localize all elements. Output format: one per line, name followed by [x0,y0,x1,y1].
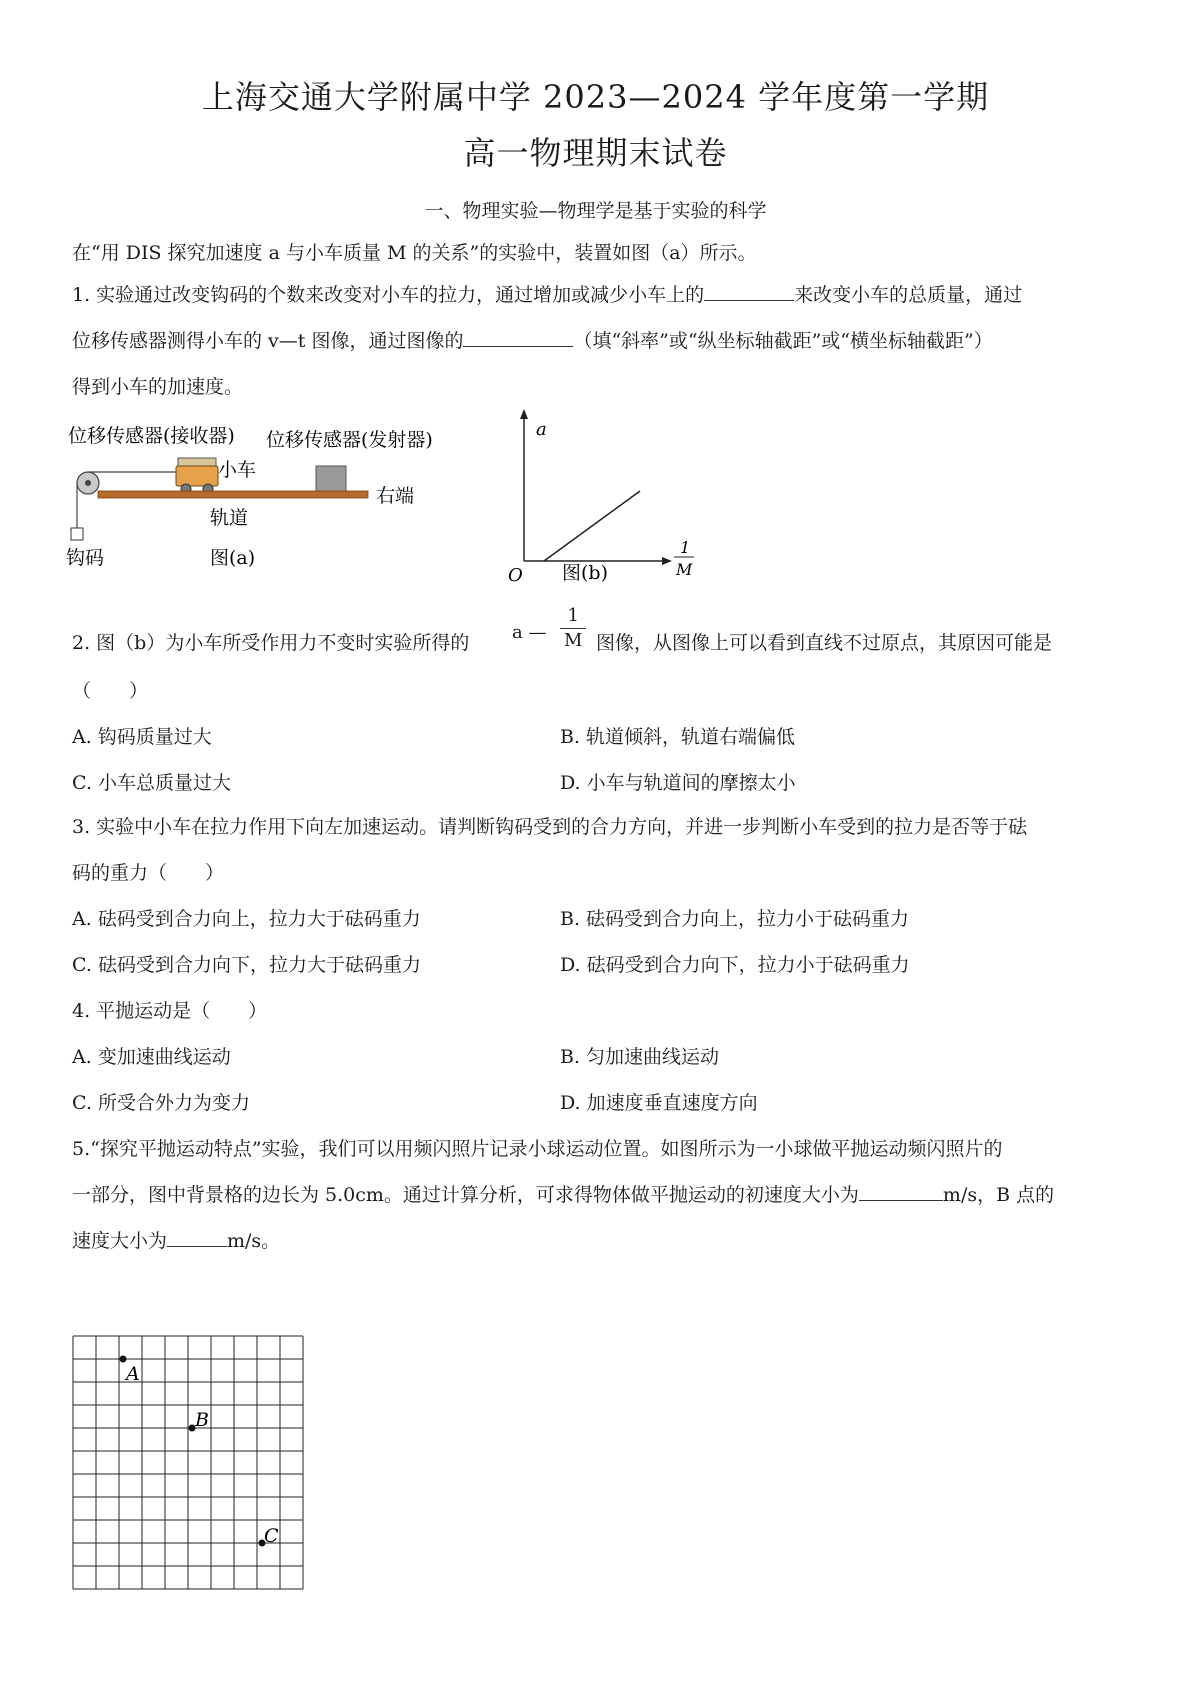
q3-option-b[interactable]: B. 砝码受到合力向上，拉力小于砝码重力 [560,908,910,930]
background-grid [73,1336,303,1589]
figure-b-graph [500,405,720,585]
q5-line2 [72,1180,1054,1207]
label-right-end: 右端 [376,485,415,507]
q2-option-b[interactable]: B. 轨道倾斜，轨道右端偏低 [560,726,796,748]
q2-stem-a: 2. 图（b）为小车所受作用力不变时实验所得的 [72,632,470,654]
emitter-block [316,466,346,492]
point-a-label: A [126,1363,140,1385]
q2-paren: （ ） [72,680,149,702]
point-a-dot [120,1356,127,1363]
q1-blank-1[interactable] [704,280,794,301]
graph-line [544,491,640,561]
q3-stem-line2: 码的重力（ ） [72,862,225,884]
figure-a-caption: 图(a) [210,547,256,569]
q5-line1: 5.“探究平抛运动特点”实验，我们可以用频闪照片记录小球运动位置。如图所示为一小球做平抛运动频闪照片的 [72,1138,1003,1160]
point-b-label: B [195,1409,209,1431]
q1-text-c: 位移传感器测得小车的 v—t 图像，通过图像的 [72,330,464,352]
q5-text-c: 速度大小为 [72,1230,168,1252]
q1-blank-2[interactable] [463,326,573,347]
figure-b-caption: 图(b) [562,562,608,584]
q2-stem-b: 图像，从图像上可以看到直线不过原点，其原因可能是 [596,632,1053,654]
q4-stem: 4. 平抛运动是（ ） [72,1000,268,1022]
axis-y-label: a [536,419,547,440]
q4-option-c[interactable]: C. 所受合外力为变力 [72,1092,250,1114]
origin-label: O [508,565,523,585]
q2-option-d[interactable]: D. 小车与轨道间的摩擦太小 [560,772,796,794]
label-emitter: 位移传感器(发射器) [266,429,433,451]
q3-option-a[interactable]: A. 砝码受到合力向上，拉力大于砝码重力 [72,908,421,930]
q2-fraction [560,604,586,653]
q4-option-b[interactable]: B. 匀加速曲线运动 [560,1046,720,1068]
label-weight: 钩码 [66,547,105,569]
q4-option-d[interactable]: D. 加速度垂直速度方向 [560,1092,758,1114]
track [98,491,368,498]
q1-line1 [72,280,1022,307]
q2-frac-den: M [560,628,586,653]
label-cart: 小车 [218,459,257,481]
q1-text-d: （填“斜率”或“纵坐标轴截距”或“横坐标轴截距”） [573,330,993,352]
axis-x-den: M [676,560,693,579]
label-track: 轨道 [210,507,249,529]
q2-frac-num: 1 [567,605,579,626]
q1-line2 [72,326,993,353]
q1-text-b: 来改变小车的总质量，通过 [794,284,1023,306]
q3-option-c[interactable]: C. 砝码受到合力向下，拉力大于砝码重力 [72,954,421,976]
q1-line3: 得到小车的加速度。 [72,376,244,398]
q3-stem-line1: 3. 实验中小车在拉力作用下向左加速运动。请判断钩码受到的合力方向，并进一步判断小车受到的拉力是否等于砝 [72,816,1028,838]
q3-option-d[interactable]: D. 砝码受到合力向下，拉力小于砝码重力 [560,954,910,976]
q5-text-d: m/s。 [227,1230,281,1252]
axis-x-num: 1 [680,538,691,557]
intro-text: 在“用 DIS 探究加速度 a 与小车质量 M 的关系”的实验中，装置如图（a）所示。 [72,242,757,264]
section-heading: 一、物理实验—物理学是基于实验的科学 [424,200,767,222]
figure-a-apparatus [60,410,480,580]
q5-text-b: m/s，B 点的 [942,1184,1055,1206]
cart [176,458,218,494]
q1-text-a: 1. 实验通过改变钩码的个数来改变对小车的拉力，通过增加或减少小车上的 [72,284,705,306]
q4-option-a[interactable]: A. 变加速曲线运动 [72,1046,231,1068]
q2-option-a[interactable]: A. 钩码质量过大 [72,726,212,748]
label-receiver: 位移传感器(接收器) [68,425,235,447]
point-c-label: C [264,1525,279,1547]
page-title: 上海交通大学附属中学 2023—2024 学年度第一学期 [201,78,990,116]
q5-blank-1[interactable] [859,1180,943,1201]
q2-frac-prefix: a — [512,622,547,643]
q5-text-a: 一部分，图中背景格的边长为 5.0cm。通过计算分析，可求得物体做平抛运动的初速度大小为 [72,1184,859,1206]
q2-option-c[interactable]: C. 小车总质量过大 [72,772,231,794]
q5-line3 [72,1226,280,1253]
page-subtitle: 高一物理期末试卷 [463,134,728,172]
strobe-grid-figure [70,1330,320,1594]
hanging-weight [71,528,83,540]
q5-blank-2[interactable] [167,1226,227,1247]
